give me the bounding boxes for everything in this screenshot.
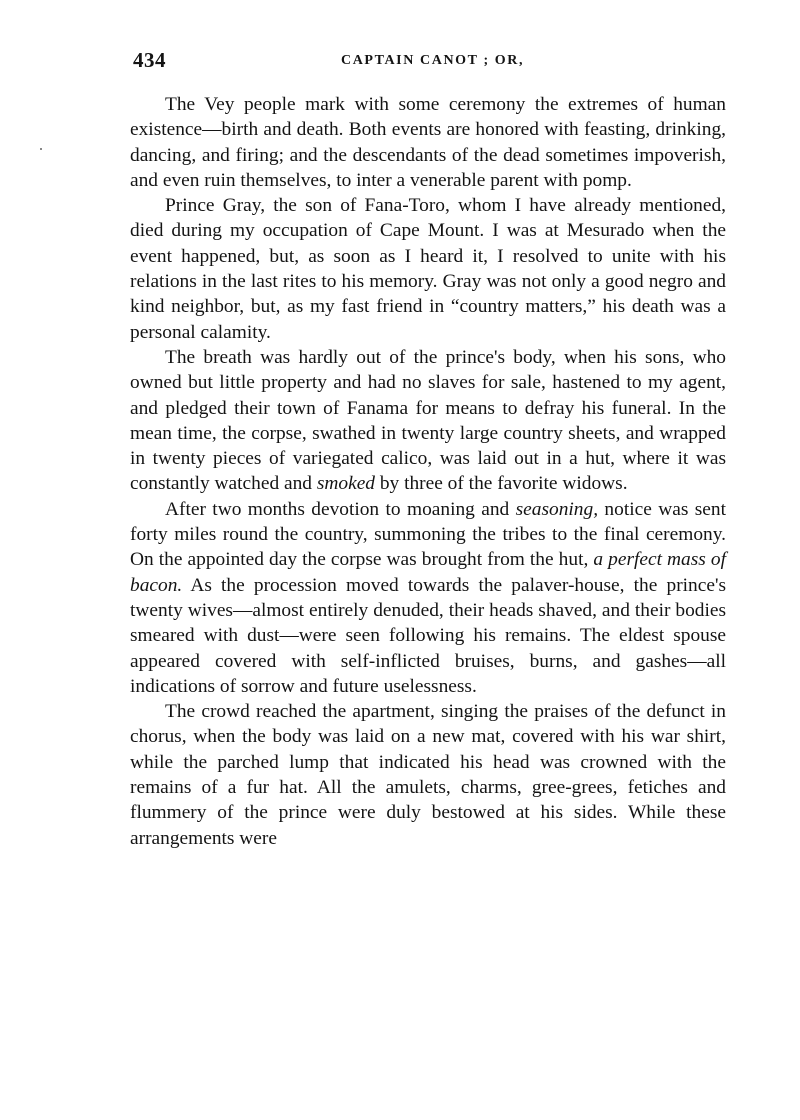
running-title: CAPTAIN CANOT ; OR,	[341, 53, 525, 68]
paragraph-prince-gray	[130, 193, 726, 345]
paragraph-vey-ceremonies	[130, 92, 726, 193]
paragraph-text: The crowd reached the apartment, singing the praises of the defunct in chorus, when the body was laid on a new mat, covered with his war shirt, while the parched lump that indicated his head was crowned with the remains of a fur hat. All the amulets, charms, gree-grees, fetiches and flummery of the prince were duly bestowed at his sides. While these arrangements were	[130, 701, 726, 849]
stray-ink-mark	[40, 148, 42, 150]
running-head	[133, 48, 729, 76]
paragraph-text: As the procession moved towards the palaver-house, the prince's twenty wives—almost entirely denuded, their heads shaved, and their bodies smeared with dust—were seen following his remains. The eldest spouse appeared covered with self-inflicted bruises, burns, and gashes—all indications of sorrow and future uselessness.	[130, 574, 726, 697]
paragraph-text: The Vey people mark with some ceremony the extremes of human existence—birth and death. Both events are honored with feasting, drinking, dancing, and firing; and the descendants of the dead sometimes impoverish, and even ruin themselves, to inter a venerable parent with pomp.	[130, 94, 726, 191]
paragraph-text: by three of the favorite widows.	[375, 473, 628, 495]
italic-text: smoked	[316, 473, 375, 495]
paragraph-palaver-house	[130, 699, 726, 851]
italic-text: seasoning,	[515, 498, 599, 520]
page-number: 434	[133, 48, 166, 72]
paragraph-procession	[130, 497, 726, 699]
paragraph-corpse-preparation	[130, 345, 726, 497]
body-text	[130, 92, 726, 851]
paragraph-text: The breath was hardly out of the prince's body, when his sons, who owned but little property and had no slaves for sale, hastened to my agent, and pledged their town of Fanama for means to defray his funeral. In the mean time, the corpse, swathed in twenty large country sheets, and wrapped in twenty pieces of variegated calico, was laid out in a hut, where it was constantly watched and	[130, 346, 726, 495]
paragraph-text: notice was sent forty miles round the country, summoning the tribes to the final ceremony. On the appointed day the corpse was brought from the hut,	[130, 498, 726, 571]
paragraph-text: After two months devotion to moaning and	[165, 498, 516, 520]
paragraph-text: Prince Gray, the son of Fana-Toro, whom I have already mentioned, died during my occupation of Cape Mount. I was at Mesurado when the event happened, but, as soon as I heard it, I resolved to unite with his relations in the last rites to his memory. Gray was not only a good negro and kind neighbor, but, as my fast friend in “country matters,” his death was a personal calamity.	[130, 195, 726, 343]
italic-text: a perfect mass of bacon.	[130, 549, 726, 596]
